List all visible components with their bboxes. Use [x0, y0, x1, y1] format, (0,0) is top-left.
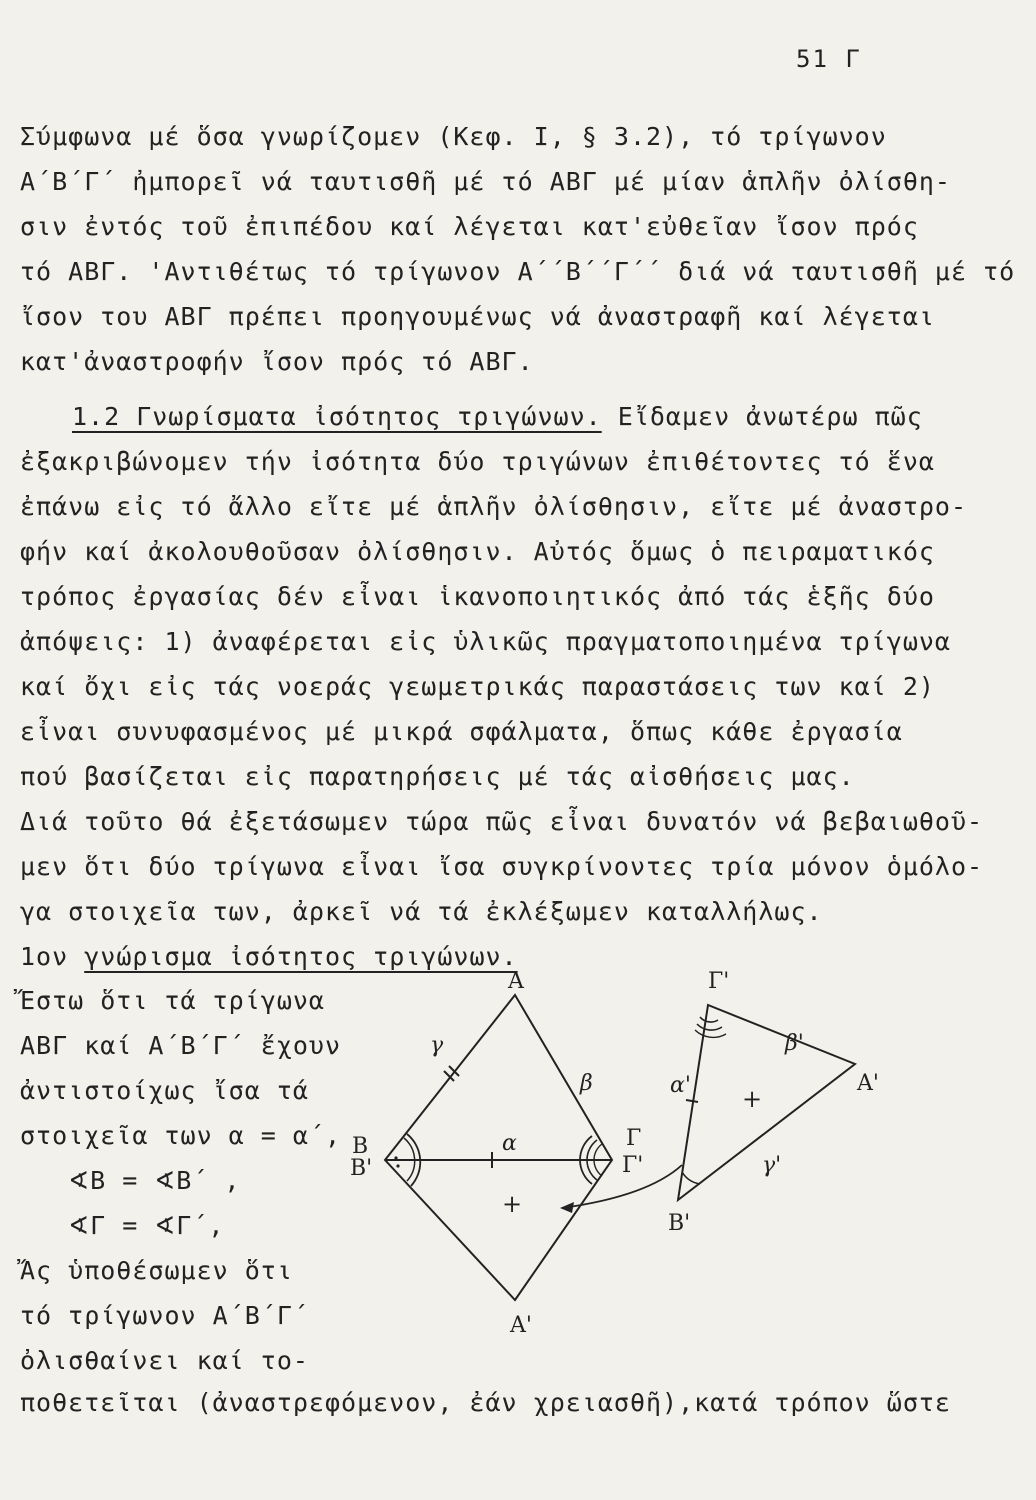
label-beta: β	[580, 1071, 593, 1096]
label-gamma: γ	[430, 1033, 444, 1058]
left-column-line-2: ΑΒΓ καί Α΄Β΄Γ΄ ἔχουν	[20, 1031, 342, 1060]
angle-arc-right-G-3	[695, 1030, 726, 1037]
paragraph-2-line-5: ἀπόψεις: 1) ἀναφέρεται εἰς ὑλικῶς πραγματοποιημένα τρίγωνα	[20, 627, 951, 656]
label-G: Γ	[626, 1126, 642, 1151]
page-number: 51 Γ	[796, 45, 862, 73]
label-A-prime: A'	[510, 1313, 532, 1338]
paragraph-1-line-3: σιν ἐντός τοῦ ἐπιπέδου καί λέγεται κατ'εὐθεῖαν ἴσον πρός	[20, 212, 919, 241]
triangles-figure	[330, 960, 930, 1340]
section-heading: 1.2 Γνωρίσματα ἰσότητος τριγώνων.	[72, 402, 602, 431]
criterion-title: γνώρισμα ἰσότητος τριγώνων.	[84, 942, 518, 971]
angle-dot-B	[394, 1156, 397, 1159]
label-right-alpha: α'	[670, 1073, 691, 1098]
paragraph-3-line-2: μεν ὅτι δύο τρίγωνα εἶναι ἴσα συγκρίνοντες τρία μόνον ὁμόλο-	[20, 852, 984, 881]
label-B: B	[352, 1134, 369, 1159]
label-right-B: B'	[668, 1211, 691, 1236]
left-column-line-9: ὀλισθαίνει καί το-	[20, 1346, 309, 1375]
paragraph-1-line-2: Α΄Β΄Γ΄ ἠμπορεῖ νά ταυτισθῆ μέ τό ΑΒΓ μέ μίαν ἁπλῆν ὀλίσθη-	[20, 167, 951, 196]
angle-arc-right-B	[682, 1172, 700, 1184]
angle-dot-B-2	[396, 1164, 399, 1167]
label-right-A: A'	[857, 1071, 879, 1096]
label-right-G: Γ'	[708, 969, 730, 994]
paragraph-3-line-1: Διά τοῦτο θά ἐξετάσωμεν τώρα πῶς εἶναι δυνατόν νά βεβαιωθοῦ-	[20, 807, 984, 836]
label-plus: +	[502, 1190, 523, 1218]
left-column-line-1: Ἔστω ὅτι τά τρίγωνα	[20, 986, 325, 1015]
paragraph-2-line-7: εἶναι συνυφασμένος μέ μικρά σφάλματα, ὅπως κάθε ἐργασία	[20, 717, 903, 746]
criterion-prefix: 1ον	[20, 942, 69, 971]
left-column-line-6: ∢Γ = ∢Γ΄,	[20, 1211, 225, 1240]
left-column-line-4: στοιχεῖα των α = α΄,	[20, 1121, 342, 1150]
paragraph-3-line-3: γα στοιχεῖα των, ἀρκεῖ νά τά ἐκλέξωμεν καταλλήλως.	[20, 897, 823, 926]
paragraph-1-line-1: Σύμφωνα μέ ὅσα γνωρίζομεν (Κεφ. Ι, § 3.2), τό τρίγωνον	[20, 122, 887, 151]
paragraph-1-line-6: κατ'ἀναστροφήν ἴσον πρός τό ΑΒΓ.	[20, 347, 534, 376]
paragraph-2-line-4: τρόπος ἐργασίας δέν εἶναι ἱκανοποιητικός ἀπό τάς ἑξῆς δύο	[20, 582, 935, 611]
label-right-gamma: γ'	[762, 1153, 782, 1178]
paragraph-2-line-8: πού βασίζεται εἰς παρατηρήσεις μέ τάς αἰσθήσεις μας.	[20, 762, 855, 791]
label-right-plus: +	[742, 1085, 763, 1113]
label-G-prime: Γ'	[622, 1153, 644, 1178]
label-B-prime: B'	[350, 1156, 373, 1181]
left-column-line-8: τό τρίγωνον Α΄Β΄Γ΄	[20, 1301, 309, 1330]
rhombus-outline	[385, 995, 612, 1300]
label-right-beta: β'	[785, 1031, 804, 1056]
last-line: ποθετεῖται (ἀναστρεφόμενον, ἐάν χρειασθῆ),κατά τρόπον ὥστε	[20, 1388, 951, 1417]
left-column-line-3: ἀντιστοίχως ἴσα τά	[20, 1076, 309, 1105]
paragraph-1-line-5: ἴσον του ΑΒΓ πρέπει προηγουμένως νά ἀναστραφῆ καί λέγεται	[20, 302, 935, 331]
paragraph-2-line-1: ἐξακριβώνομεν τήν ἰσότητα δύο τριγώνων ἐπιθέτοντες τό ἕνα	[20, 447, 935, 476]
section-heading-line	[72, 402, 1036, 431]
motion-arrow-head	[560, 1202, 574, 1213]
angle-arc-right-G-2	[697, 1024, 722, 1030]
label-A: A	[508, 969, 524, 994]
paragraph-2-line-2: ἐπάνω εἰς τό ἄλλο εἴτε μέ ἁπλῆν ὀλίσθησιν, εἴτε μέ ἀναστρο-	[20, 492, 968, 521]
label-alpha: α	[502, 1131, 517, 1156]
paragraph-2-line-6: καί ὄχι εἰς τάς νοεράς γεωμετρικάς παραστάσεις των καί 2)	[20, 672, 935, 701]
left-column-line-5: ∢Β = ∢Β΄ ,	[20, 1166, 241, 1195]
paragraph-1-line-4: τό ΑΒΓ. 'Αντιθέτως τό τρίγωνον Α΄΄Β΄΄Γ΄΄ διά νά ταυτισθῆ μέ τό	[20, 257, 1016, 286]
tick-mark-right-alpha	[686, 1100, 698, 1102]
paragraph-2-start: Εἴδαμεν ἀνωτέρω πῶς	[617, 402, 923, 431]
angle-arc-right-G-1	[700, 1017, 718, 1022]
paragraph-2-line-3: φήν καί ἀκολουθοῦσαν ὀλίσθησιν. Αὐτός ὅμως ὁ πειραματικός	[20, 537, 935, 566]
left-column-line-7: Ἄς ὑποθέσωμεν ὅτι	[20, 1256, 293, 1285]
